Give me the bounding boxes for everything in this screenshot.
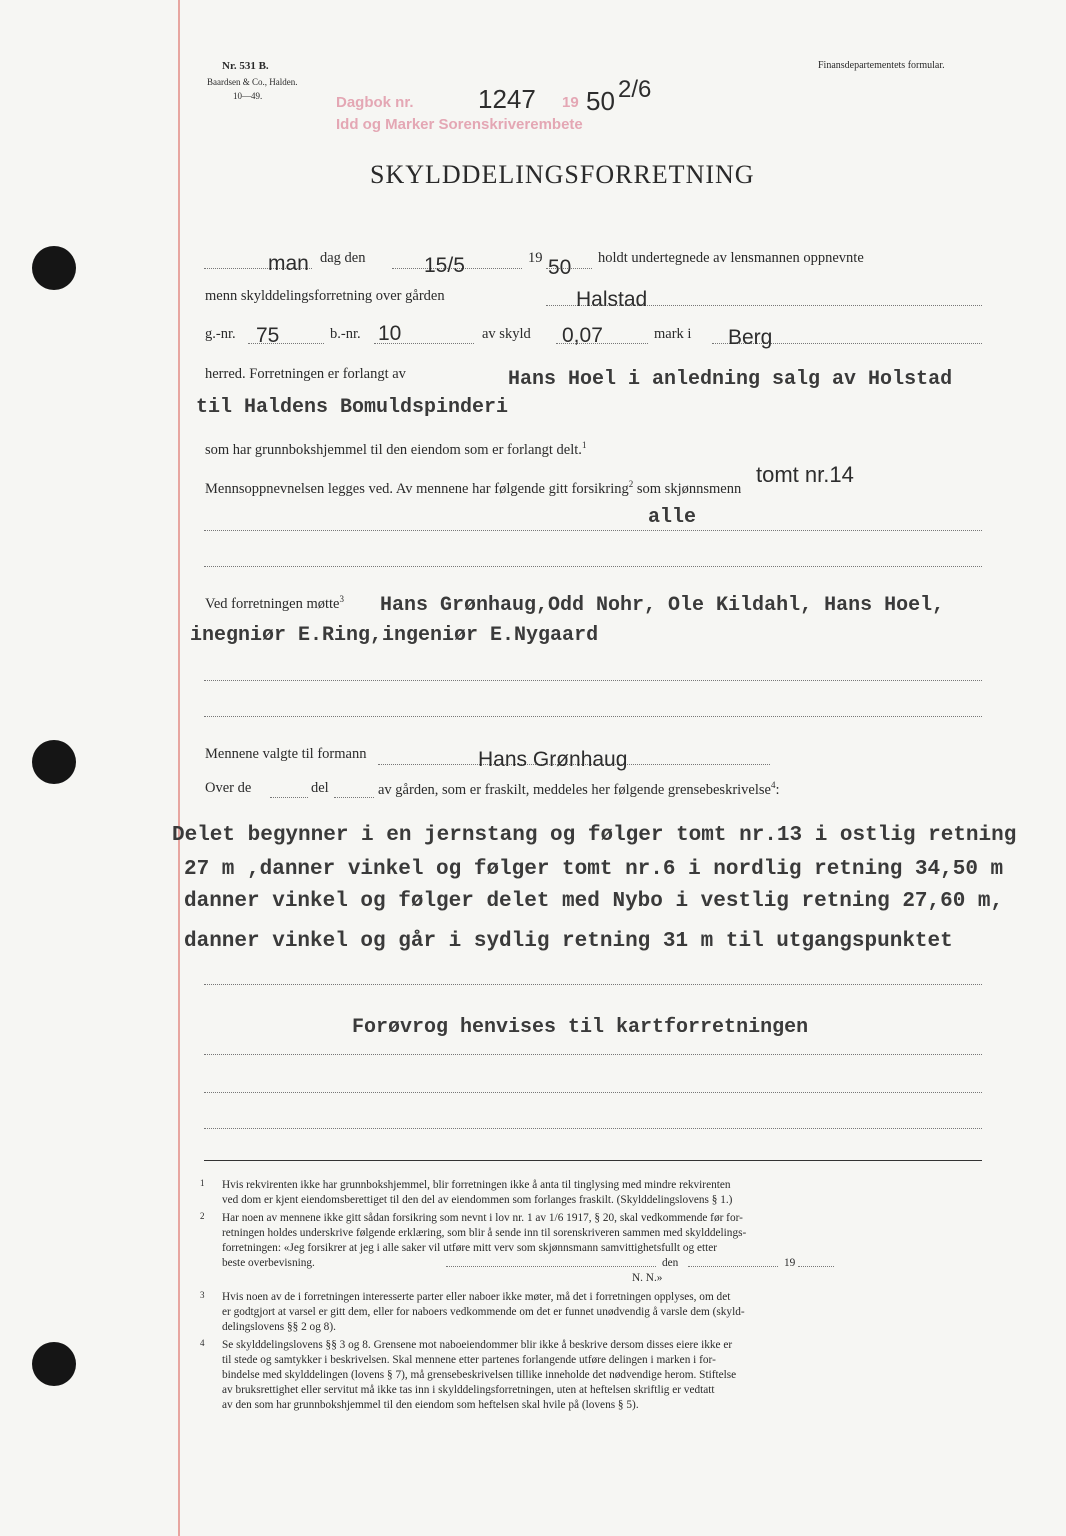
- boundary-line-4: danner vinkel og går i sydlig retning 31 m til utgangspunktet: [184, 930, 953, 953]
- boundary-intro: av gården, som er fraskilt, meddeles her følgende grensebeskrivelse$^4$:: [378, 780, 780, 798]
- gnr-value: 75: [256, 324, 280, 347]
- chairman: Hans Grønhaug: [478, 748, 628, 771]
- footnote-1: 1 Hvis rekvirenten ikke har grunnbokshjemmel, blir forretningen ikke å anta til tinglysing med mindre rekvirenten ved dom er kjent eiendomsberettiget til den del av eiendommen som forlanges fraskilt. (Skylddelingslovens § 1.): [200, 1178, 733, 1206]
- margin-line: [178, 0, 180, 1536]
- label-del: del: [311, 780, 329, 796]
- bnr-value: 10: [378, 322, 402, 345]
- footnote-2: 2 Har noen av mennene ikke gitt sådan forsikring som nevnt i lov nr. 1 av 1/6 1917, § 20, skal vedkommende før for- retningen holdes underskrive følgende erklæring, som blir å sende inn til sorenskriveren sammen med skylddelings- forretningen: «Jeg forsikrer at jeg i alle saker vil utføre mitt verv som skjønnsmann samvittighetsfullt og etter beste overbevisning. den 19 N. N.»: [222, 1211, 1002, 1286]
- line1-rest: holdt undertegnede av lensmannen oppnevnte: [598, 250, 864, 266]
- assessors: alle: [648, 506, 697, 529]
- printer-name: Baardsen & Co., Halden.: [207, 77, 298, 87]
- footnote-4: 4 Se skylddelingslovens §§ 3 og 8. Grensene mot naboeiendommer blir ikke å beskrive dersom disses eiere ikke er til stede og samtykker i beskrivelsen. Skal mennene etter partenes forlangende utføre delingen i marken i for- bindelse med skylddelingen (lovens § 7), må grensebeskrivelsen tillike inneholde det nødvendige herom. Stiftelse av bruksrettighet eller servitut må ikke tas inn i skylddelingsforretningen, uten at heftelsen skriftlig er vedtatt av den som har grunnbokshjemmel til den eiendom som heftelsen skal hvile på (lovens § 5).: [200, 1338, 737, 1411]
- punch-hole: [32, 246, 76, 290]
- plot-number-insert: tomt nr.14: [756, 462, 854, 487]
- label-farm: menn skylddelingsforretning over gården: [205, 288, 445, 304]
- municipality: Berg: [728, 326, 773, 349]
- label-mark: mark i: [654, 326, 692, 342]
- label-dag-den: dag den: [320, 250, 366, 266]
- farm-name: Halstad: [576, 288, 648, 311]
- form-number: Nr. 531 B.: [222, 60, 269, 72]
- weekday: man: [268, 252, 309, 275]
- map-reference: Forøvrog henvises til kartforretningen: [352, 1016, 809, 1039]
- label-requested-by: herred. Forretningen er forlangt av: [205, 366, 406, 382]
- meeting-date: 15/5: [424, 254, 465, 277]
- label-chairman: Mennene valgte til formann: [205, 746, 367, 762]
- page-title: SKYLDDELINGSFORRETNING: [370, 160, 755, 189]
- footnote-3: 3 Hvis noen av de i forretningen interesserte parter eller naboer ikke møter, må det i forretningen opplyses, om det er godtgjort at varsel er gitt dem, eller for naboers vedkommende om det er funnet unødvendig å varsle dem (skyld- delingslovens §§ 2 og 8).: [200, 1290, 745, 1333]
- requester-line-1: Hans Hoel i anledning salg av Holstad: [508, 368, 953, 391]
- deed-statement: som har grunnbokshjemmel til den eiendom som er forlangt delt.$^1$: [205, 440, 587, 458]
- requester-line-2: til Haldens Bomuldspinderi: [196, 396, 509, 419]
- label-skyld: av skyld: [482, 326, 531, 342]
- punch-hole: [32, 740, 76, 784]
- boundary-line-1: Delet begynner i en jernstang og følger tomt nr.13 i ostlig retning: [172, 824, 1017, 847]
- diary-stamp-label: Dagbok nr.: [336, 94, 414, 111]
- ministry-form: Finansdepartementets formular.: [818, 60, 945, 71]
- diary-stamp-year-prefix: 19: [562, 94, 579, 111]
- label-gnr: g.-nr.: [205, 326, 236, 342]
- attendees-line-1: Hans Grønhaug,Odd Nohr, Ole Kildahl, Hans Hoel,: [380, 594, 945, 617]
- year-prefix: 19: [528, 250, 543, 266]
- skyld-value: 0,07: [562, 324, 603, 347]
- diary-date: 2/6: [618, 76, 652, 103]
- punch-hole: [32, 1342, 76, 1386]
- diary-number: 1247: [478, 84, 536, 114]
- label-bnr: b.-nr.: [330, 326, 361, 342]
- label-attendees: Ved forretningen møtte$^3$: [205, 594, 344, 612]
- boundary-line-3: danner vinkel og følger delet med Nybo i vestlig retning 27,60 m,: [184, 890, 1004, 913]
- attendees-line-2: inegniør E.Ring,ingeniør E.Nygaard: [190, 624, 599, 647]
- boundary-line-2: 27 m ,danner vinkel og følger tomt nr.6 i nordlig retning 34,50 m: [184, 858, 1004, 881]
- print-date: 10—49.: [233, 91, 263, 101]
- court-stamp: Idd og Marker Sorenskriverembete: [336, 116, 583, 133]
- appointment-line: Mennsoppnevnelsen legges ved. Av mennene har følgende gitt forsikring$^2$ som skjønnsmenn: [205, 479, 742, 497]
- meeting-year: 50: [548, 256, 572, 279]
- diary-year: 50: [586, 86, 615, 116]
- label-over-de: Over de: [205, 780, 252, 796]
